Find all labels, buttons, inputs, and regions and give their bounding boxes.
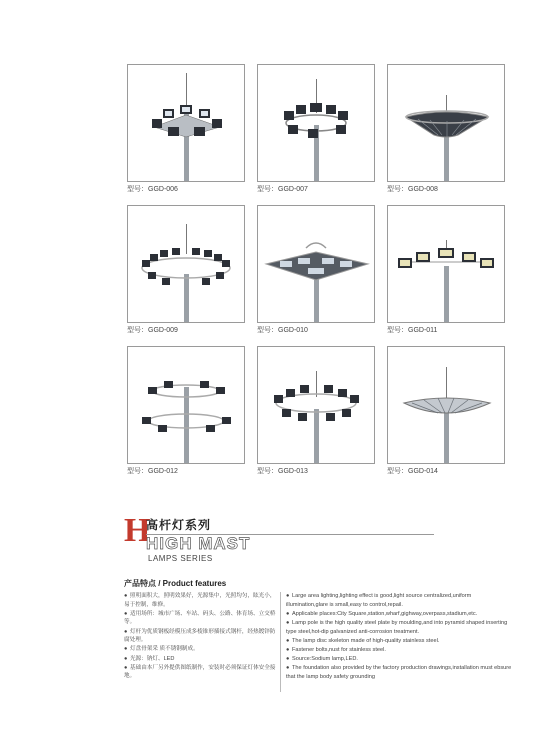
product-image-frame (127, 64, 245, 182)
product-image-frame (257, 205, 375, 323)
feature-cn-item: ● 适用场所：城市广场、车站、码头、公路、体育场、立交桥等。 (124, 610, 276, 626)
high-mast-lamp-image (128, 347, 245, 464)
feature-en-item: ● Large area lighting,lighting effect is good,light source centralized,uniform illumination,glare is small,easy to control,repail. (286, 593, 472, 608)
product-card-ggd-013 (257, 346, 375, 476)
product-caption: 型号：GGD-008 (387, 186, 438, 193)
feature-en-item: ● Fastener bolts,nust for stainless steel. (286, 646, 386, 653)
features-cn-list (124, 592, 276, 682)
column-divider (280, 592, 281, 692)
product-caption: 型号：GGD-009 (127, 327, 178, 334)
product-image-frame (387, 346, 505, 464)
product-image-frame (387, 205, 505, 323)
product-caption: 型号：GGD-013 (257, 468, 308, 475)
feature-en-item: ● Source:Sodium lamp,LED. (286, 656, 358, 663)
series-title-cn: 高杆灯系列 (146, 518, 212, 532)
product-caption: 型号：GGD-006 (127, 186, 178, 193)
feature-en-item: ● The foundation also provided by the factory production drawings,installation must ebsure that the lamp body safety grounding (286, 665, 512, 680)
series-title-en: HIGH MAST (146, 534, 251, 553)
product-card-ggd-011 (387, 205, 505, 335)
feature-cn-item: ● 照明面积大，照明效果好，光源集中，光照均匀，眩光小，易于控制，维修。 (124, 593, 276, 608)
series-subtitle-en: LAMPS SERIES (148, 554, 213, 563)
product-caption: 型号：GGD-012 (127, 468, 178, 475)
product-card-ggd-014 (387, 346, 505, 476)
product-image-frame (387, 64, 505, 182)
product-image-frame (257, 64, 375, 182)
feature-cn-item: ● 灯盘骨架采 质不锈钢制成。 (124, 646, 199, 653)
product-card-ggd-010 (257, 205, 375, 335)
high-mast-lamp-image (258, 206, 375, 323)
high-mast-lamp-image (388, 347, 505, 464)
feature-en-item: ● Applicable places:City Square,station,wharf,gighway,overpass,stadium,etc. (286, 610, 478, 617)
feature-en-item: ● Lamp pole is the high quality steel plate by moulding,and into pyramid shaped inserting type steel,hot-dip galvanized anti-corrosion treatment. (286, 619, 508, 635)
high-mast-lamp-image (258, 347, 375, 464)
product-card-ggd-008 (387, 64, 505, 194)
high-mast-lamp-image (388, 65, 505, 182)
product-caption: 型号：GGD-010 (257, 327, 308, 334)
product-image-frame (257, 346, 375, 464)
feature-cn-item: ● 灯杆为优质钢板经模压成多棱锥形插接式钢杆，经热镀锌防腐处理。 (124, 628, 276, 644)
high-mast-lamp-image (128, 65, 245, 182)
product-card-ggd-007 (257, 64, 375, 194)
feature-en-item: ● The lamp disc skeleton made of high-quality stainless steel. (286, 637, 440, 644)
product-image-frame (127, 346, 245, 464)
product-card-ggd-006 (127, 64, 245, 194)
product-image-frame (127, 205, 245, 323)
features-en-list (286, 592, 512, 682)
series-logo-letter: H (124, 512, 151, 549)
product-card-ggd-009 (127, 205, 245, 335)
product-caption: 型号：GGD-014 (387, 468, 438, 475)
feature-cn-item: ● 基础由本厂另外提供图纸制作，安装时必须保证灯体安全接地。 (124, 664, 276, 680)
high-mast-lamp-image (258, 65, 375, 182)
product-card-ggd-012 (127, 346, 245, 476)
product-caption: 型号：GGD-011 (387, 327, 438, 334)
high-mast-lamp-image (388, 206, 505, 323)
product-caption: 型号：GGD-007 (257, 186, 308, 193)
feature-cn-item: ● 光源：钠灯、LED (124, 655, 175, 662)
features-heading: 产品特点 / Product features (124, 579, 227, 588)
high-mast-lamp-image (128, 206, 245, 323)
